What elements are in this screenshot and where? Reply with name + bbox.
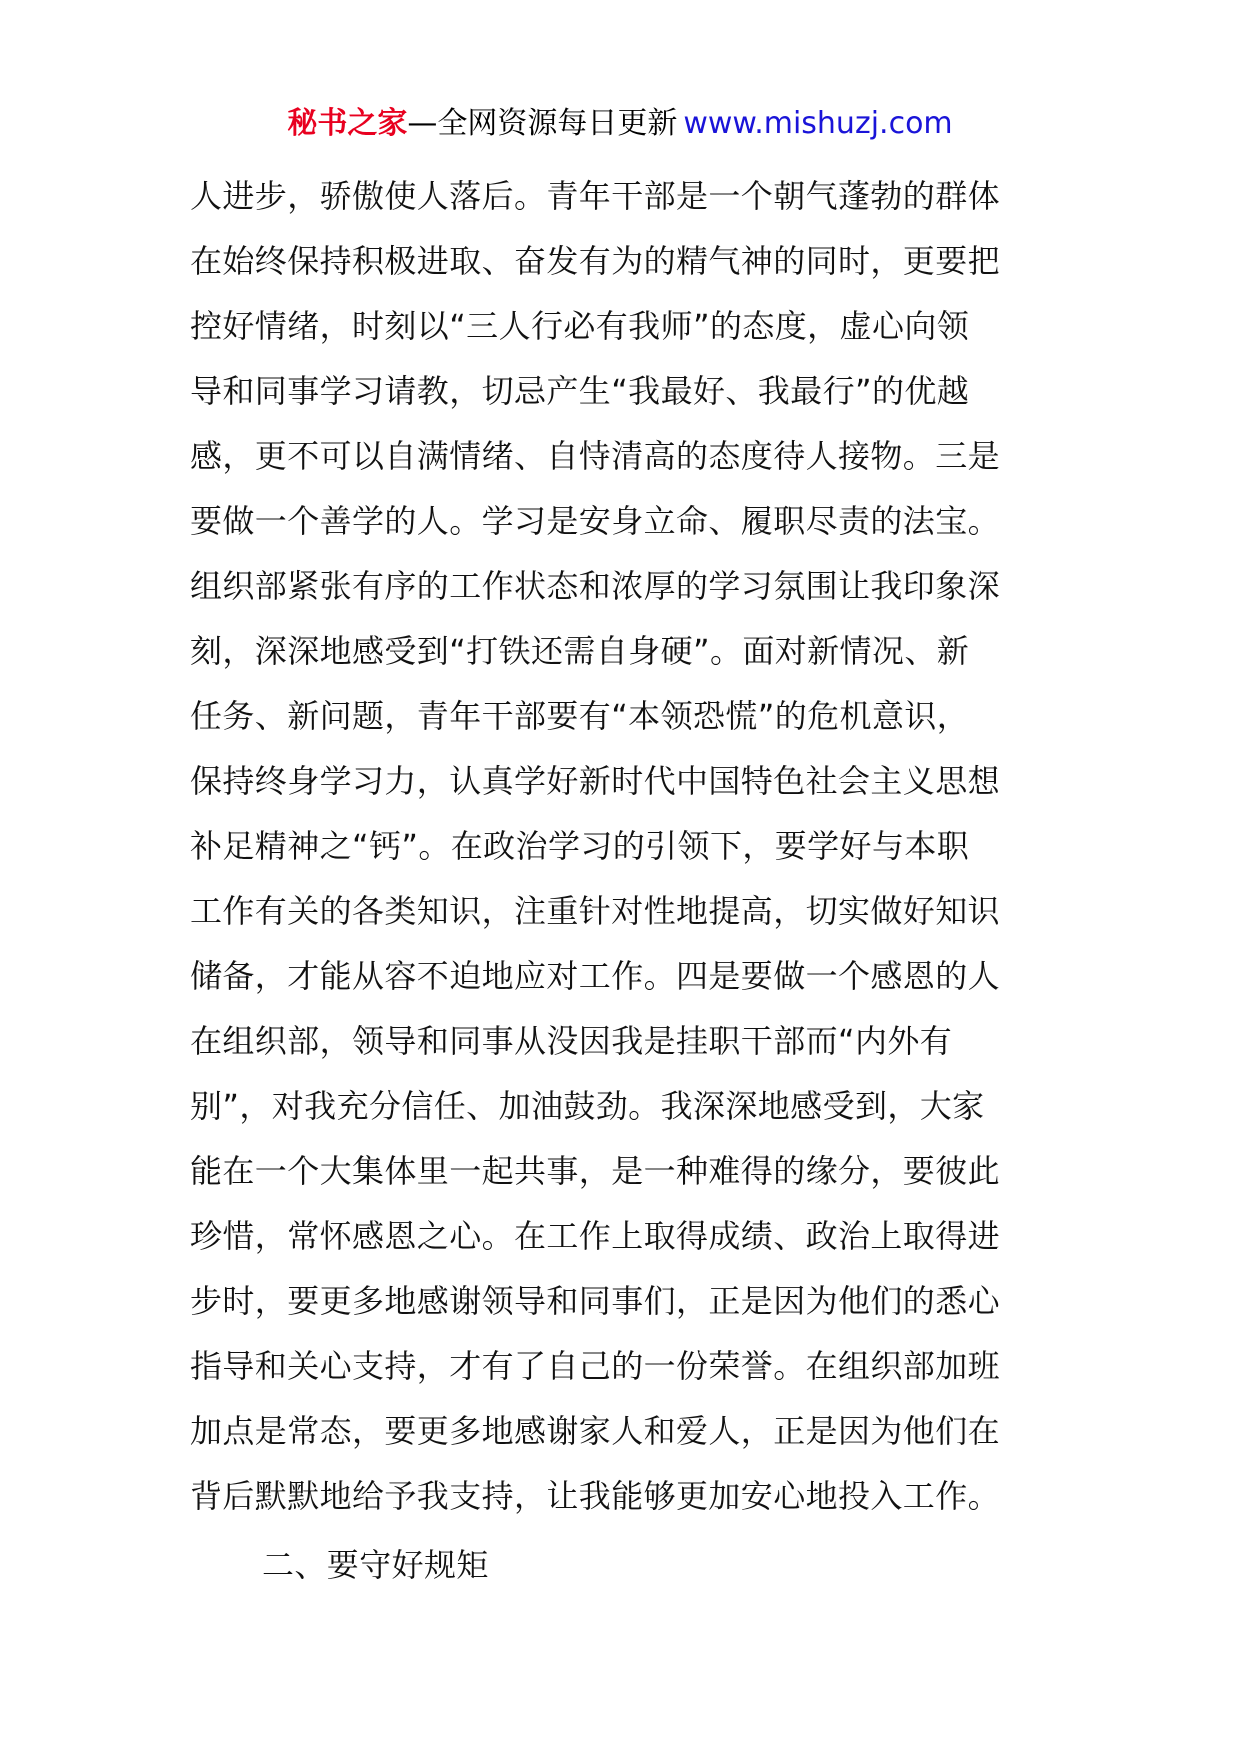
text-line: 能在一个大集体里一起共事，是一种难得的缘分，要彼此 <box>190 1152 1001 1190</box>
text-line: 加点是常态，要更多地感谢家人和爱人，正是因为他们在 <box>190 1412 1001 1450</box>
site-tagline: —全网资源每日更新 <box>407 106 678 141</box>
text-line: 补足精神之“钙”。在政治学习的引领下，要学好与本职 <box>190 827 970 865</box>
text-line: 工作有关的各类知识，注重针对性地提高，切实做好知识 <box>190 892 1001 930</box>
site-url-link[interactable]: www.mishuzj.com <box>683 106 953 141</box>
text-line: 别”，对我充分信任、加油鼓劲。我深深地感受到，大家 <box>190 1087 985 1125</box>
site-brand: 秘书之家 <box>287 106 408 141</box>
text-line: 保持终身学习力，认真学好新时代中国特色社会主义思想 <box>190 762 1001 800</box>
text-line: 刻，深深地感受到“打铁还需自身硬”。面对新情况、新 <box>190 632 970 670</box>
text-line: 珍惜，常怀感恩之心。在工作上取得成绩、政治上取得进 <box>190 1217 1001 1255</box>
text-line: 步时，要更多地感谢领导和同事们，正是因为他们的悉心 <box>190 1282 1001 1320</box>
text-line: 控好情绪，时刻以“三人行必有我师”的态度，虚心向领 <box>190 307 970 345</box>
text-line: 任务、新问题，青年干部要有“本领恐慌”的危机意识， <box>190 697 970 735</box>
text-line: 背后默默地给予我支持，让我能够更加安心地投入工作。 <box>190 1477 1001 1515</box>
text-line: 组织部紧张有序的工作状态和浓厚的学习氛围让我印象深 <box>190 567 1001 605</box>
text-line: 感，更不可以自满情绪、自恃清高的态度待人接物。三是 <box>190 437 1001 475</box>
text-line: 导和同事学习请教，切忌产生“我最好、我最行”的优越 <box>190 372 970 410</box>
text-line: 在组织部，领导和同事从没因我是挂职干部而“内外有 <box>190 1022 953 1060</box>
text-line: 要做一个善学的人。学习是安身立命、履职尽责的法宝。 <box>190 502 1001 540</box>
text-line: 在始终保持积极进取、奋发有为的精气神的同时，更要把 <box>190 242 1001 280</box>
text-line: 储备，才能从容不迫地应对工作。四是要做一个感恩的人 <box>190 957 1001 995</box>
section-heading: 二、要守好规矩 <box>262 1546 489 1584</box>
text-line: 人进步，骄傲使人落后。青年干部是一个朝气蓬勃的群体 <box>190 177 1001 215</box>
document-body <box>190 164 1070 1598</box>
text-line: 指导和关心支持，才有了自己的一份荣誉。在组织部加班 <box>190 1347 1001 1385</box>
site-header <box>0 98 1240 150</box>
